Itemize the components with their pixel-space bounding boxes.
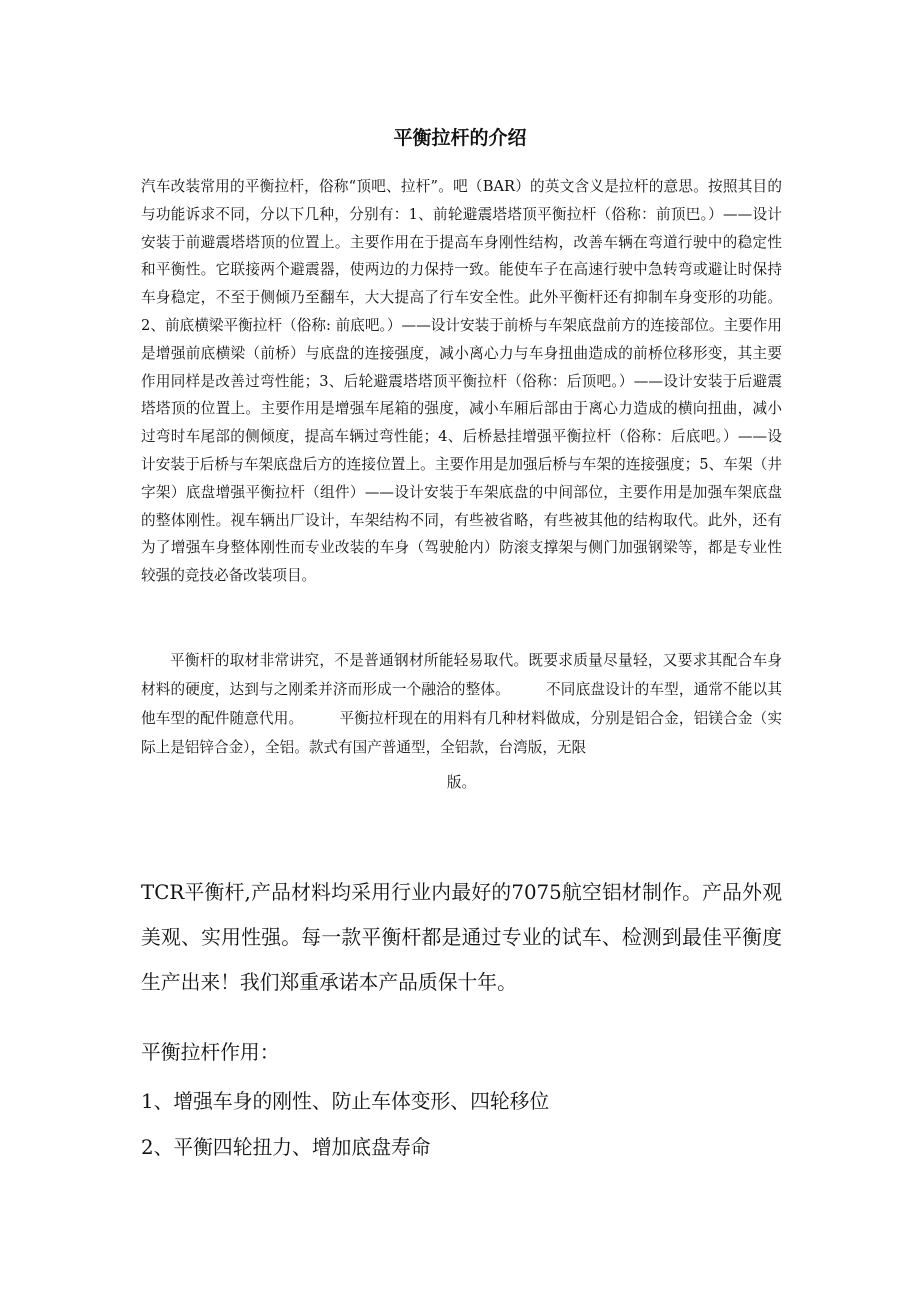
function-item: 2、平衡四轮扭力、增加底盘寿命 <box>141 1136 431 1159</box>
material-sentence-3: 平衡拉杆现在的用料有几种材料做成，分别是铝合金，铝镁合金（实际上是铝锌合金），全铝。款式有国产普通型，全铝款，台湾版，无限 <box>141 710 782 756</box>
material-paragraph <box>141 646 782 762</box>
functions-heading: 平衡拉杆作用： <box>141 1041 280 1064</box>
item-2-body: ——设计安装于前桥与车架底盘前方的连接部位。主要作用是增强前底横梁（前桥）与底盘的连接强度，减小离心力与车身扭曲造成的前桥位移形变，其主要作用同样是改善过弯性能； <box>141 316 782 390</box>
product-paragraph: TCR平衡杆,产品材料均采用行业内最好的7075航空铝材制作。产品外观美观、实用性强。每一款平衡杆都是通过专业的试车、检测到最佳平衡度生产出来！我们郑重承诺本产品质保十年。 <box>141 881 782 994</box>
item-4-body: ——设计安装于后桥与车架底盘后方的连接位置上。主要作用是加强后桥与车架的连接强度； <box>141 428 782 473</box>
intro-extra: 此外，还有为了增强车身整体刚性而专业改装的车身（驾驶舱内）防滚支撑架与侧门加强钢梁等，都是专业性较强的竞技必备改装项目。 <box>141 511 782 585</box>
material-sentence-2: 不同底盘设计的车型，通常不能以其他车型的配件随意代用。 <box>141 681 782 727</box>
function-item: 1、增强车身的刚性、防止车体变形、四轮移位 <box>141 1090 550 1113</box>
item-1-heading: 1、前轮避震塔塔顶平衡拉杆（俗称：前顶巴。） <box>408 205 724 223</box>
item-3-body: ——设计安装于后避震塔塔顶的位置上。主要作用是增强车尾箱的强度，减小车厢后部由于离心力造成的横向扭曲，减小过弯时车尾部的侧倾度，提高车辆过弯性能； <box>141 372 782 446</box>
intro-paragraph <box>141 173 782 590</box>
page-title: 平衡拉杆的介绍 <box>393 127 527 149</box>
material-tail: 版。 <box>446 774 477 791</box>
material-sentence-1: 平衡杆的取材非常讲究，不是普通钢材所能轻易取代。既要求质量尽量轻，又要求其配合车身材料的硬度，达到与之刚柔并济而形成一个融洽的整体。 <box>141 652 782 698</box>
item-2-heading: 2、前底横梁平衡拉杆（俗称: 前底吧。） <box>141 316 402 334</box>
item-5-heading: 5、车架（井字架）底盘增强平衡拉杆（组件） <box>141 455 782 501</box>
item-4-heading: 4、后桥悬挂增强平衡拉杆（俗称：后底吧。） <box>438 428 738 446</box>
intro-lead: 汽车改装常用的平衡拉杆，俗称“顶吧、拉杆”。吧（BAR）的英文含义是拉杆的意思。按照其目的与功能诉求不同，分以下几种，分别有： <box>141 178 782 223</box>
item-3-heading: 3、后轮避震塔塔顶平衡拉杆（俗称：后顶吧。） <box>319 372 634 390</box>
item-5-body: ——设计安装于车架底盘的中间部位，主要作用是加强车架底盘的整体刚性。视车辆出厂设计，车架结构不同，有些被省略，有些被其他的结构取代。 <box>141 483 782 529</box>
item-1-body: ——设计安装于前避震塔塔顶的位置上。主要作用在于提高车身刚性结构，改善车辆在弯道行驶中的稳定性和平衡性。它联接两个避震器，使两边的力保持一致。能使车子在高速行驶中急转弯或避让时保持车身稳定，不至于侧倾乃至翻车，大大提高了行车安全性。此外平衡杆还有抑制车身变形的功能。 <box>141 205 782 307</box>
